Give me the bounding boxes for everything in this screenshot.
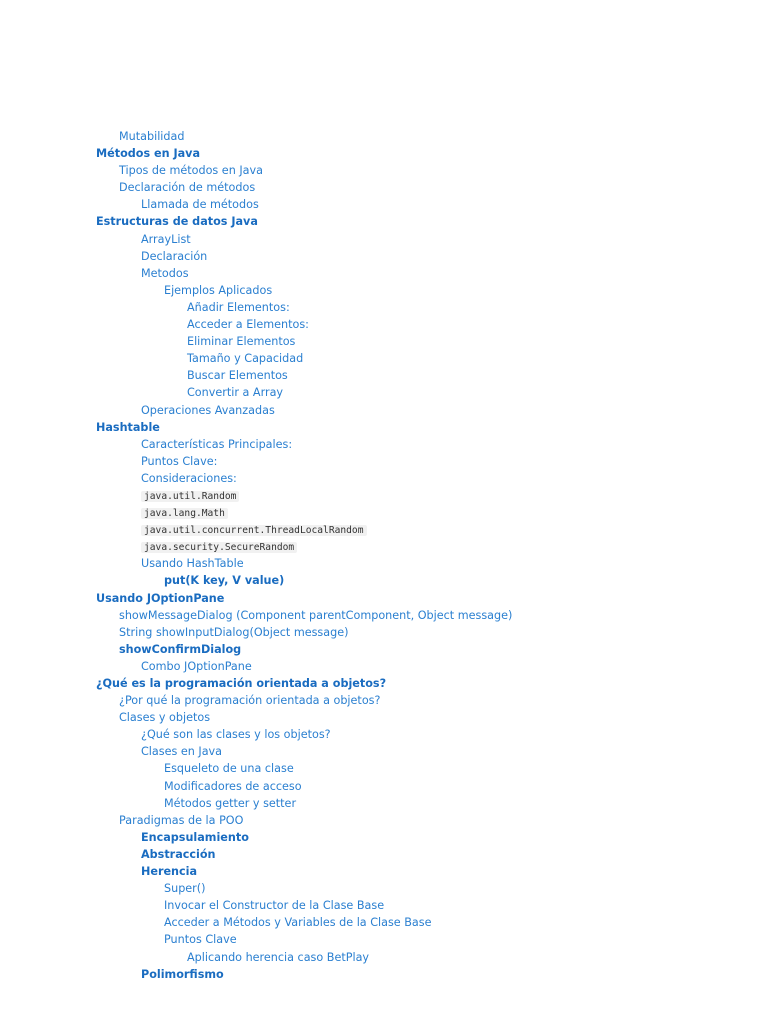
toc-link-label: Paradigmas de la POO: [119, 813, 244, 827]
toc-link[interactable]: [0, 624, 768, 641]
toc-link-label: ArrayList: [141, 232, 191, 246]
toc-link[interactable]: [0, 931, 768, 948]
toc-link-label: Declaración de métodos: [119, 181, 256, 195]
toc-link[interactable]: [0, 265, 768, 282]
toc-link[interactable]: [0, 607, 768, 624]
toc-link[interactable]: [0, 162, 768, 179]
toc-section-link[interactable]: [0, 145, 768, 162]
toc-link[interactable]: [0, 196, 768, 213]
toc-link-code-label: java.util.Random: [141, 491, 239, 502]
toc-link-label: String showInputDialog(Object message): [119, 625, 349, 639]
toc-link[interactable]: [0, 282, 768, 299]
toc-link-label: Tamaño y Capacidad: [187, 352, 304, 366]
toc-link[interactable]: [0, 709, 768, 726]
toc-link-label: Métodos en Java: [96, 147, 201, 161]
toc-link-label: Añadir Elementos:: [187, 300, 290, 314]
toc-link-label: Características Principales:: [141, 437, 293, 451]
toc-link[interactable]: [0, 350, 768, 367]
toc-link[interactable]: [0, 555, 768, 572]
toc-link[interactable]: [0, 316, 768, 333]
toc-link-label: Ejemplos Aplicados: [164, 283, 273, 297]
toc-link-label: Operaciones Avanzadas: [141, 403, 275, 417]
toc-link-label: Herencia: [141, 865, 198, 879]
toc-link[interactable]: [0, 453, 768, 470]
toc-link[interactable]: [0, 863, 768, 880]
toc-link-code-label: java.lang.Math: [141, 508, 228, 519]
toc-link[interactable]: [0, 692, 768, 709]
toc-link[interactable]: [0, 402, 768, 419]
toc-link-label: Acceder a Métodos y Variables de la Clase Base: [164, 916, 432, 930]
toc-link-code-label: java.util.concurrent.ThreadLocalRandom: [141, 525, 367, 536]
toc-link-label: Aplicando herencia caso BetPlay: [187, 950, 370, 964]
toc-link[interactable]: [0, 897, 768, 914]
toc-link[interactable]: [0, 521, 768, 538]
toc-link-label: ¿Qué es la programación orientada a objetos?: [96, 677, 387, 690]
toc-link-label: Consideraciones:: [141, 471, 237, 485]
toc-link[interactable]: [0, 743, 768, 760]
toc-link[interactable]: [0, 572, 768, 589]
toc-link[interactable]: [0, 538, 768, 555]
toc-link-label: showMessageDialog (Component parentComponent, Object message): [119, 608, 513, 622]
toc-link-label: showConfirmDialog: [119, 642, 242, 656]
toc-link-label: Tipos de métodos en Java: [119, 164, 263, 178]
toc-link-label: Convertir a Array: [187, 386, 284, 400]
toc-link-label: Puntos Clave:: [141, 454, 218, 468]
toc-link[interactable]: [0, 128, 768, 145]
toc-link-label: Modificadores de acceso: [164, 779, 302, 793]
toc-link[interactable]: [0, 248, 768, 265]
toc-link-label: Acceder a Elementos:: [187, 318, 309, 332]
toc-link[interactable]: [0, 658, 768, 675]
toc-link[interactable]: [0, 367, 768, 384]
toc-link-label: Buscar Elementos: [187, 369, 288, 383]
toc-link-label: ¿Qué son las clases y los objetos?: [141, 728, 331, 742]
toc-link-label: Polimorfismo: [141, 967, 224, 981]
toc-link-label: Usando HashTable: [141, 557, 244, 571]
toc-section-link[interactable]: [0, 213, 768, 230]
toc-link[interactable]: [0, 949, 768, 966]
toc-link-label: Declaración: [141, 249, 208, 263]
toc-link[interactable]: [0, 880, 768, 897]
toc-link[interactable]: [0, 726, 768, 743]
toc-link[interactable]: [0, 829, 768, 846]
toc-link-label: Encapsulamiento: [141, 830, 249, 844]
toc-link-label: ¿Por qué la programación orientada a objetos?: [119, 694, 381, 708]
toc-link[interactable]: [0, 487, 768, 504]
toc-link-label: Estructuras de datos Java: [96, 215, 258, 229]
toc-link[interactable]: [0, 812, 768, 829]
toc-link-label: Puntos Clave: [164, 933, 237, 947]
table-of-contents: [0, 128, 768, 983]
toc-section-link[interactable]: [0, 675, 768, 692]
toc-link[interactable]: [0, 795, 768, 812]
toc-link-label: put(K key, V value): [164, 574, 285, 588]
toc-link-label: Clases en Java: [141, 745, 223, 759]
toc-link[interactable]: [0, 470, 768, 487]
toc-link[interactable]: [0, 384, 768, 401]
toc-link[interactable]: [0, 760, 768, 777]
toc-link-label: Eliminar Elementos: [187, 335, 296, 349]
toc-link-label: Hashtable: [96, 420, 160, 434]
toc-link[interactable]: [0, 504, 768, 521]
toc-link-label: Metodos: [141, 266, 189, 280]
toc-link[interactable]: [0, 914, 768, 931]
toc-link[interactable]: [0, 846, 768, 863]
toc-link[interactable]: [0, 299, 768, 316]
toc-section-link[interactable]: [0, 590, 768, 607]
toc-link[interactable]: [0, 778, 768, 795]
toc-section-link[interactable]: [0, 419, 768, 436]
toc-link-label: Clases y objetos: [119, 711, 211, 725]
toc-link[interactable]: [0, 231, 768, 248]
toc-link[interactable]: [0, 966, 768, 983]
toc-link-label: Usando JOptionPane: [96, 591, 225, 605]
toc-link-label: Esqueleto de una clase: [164, 762, 294, 776]
toc-link-label: Métodos getter y setter: [164, 796, 297, 810]
toc-link[interactable]: [0, 436, 768, 453]
toc-link[interactable]: [0, 179, 768, 196]
toc-link-label: Invocar el Constructor de la Clase Base: [164, 899, 385, 913]
toc-link[interactable]: [0, 641, 768, 658]
toc-link-label: Abstracción: [141, 847, 216, 861]
toc-link[interactable]: [0, 333, 768, 350]
toc-link-label: Super(): [164, 882, 206, 896]
toc-link-code-label: java.security.SecureRandom: [141, 542, 297, 553]
toc-link-label: Mutabilidad: [119, 130, 185, 143]
toc-link-label: Llamada de métodos: [141, 198, 259, 212]
toc-link-label: Combo JOptionPane: [141, 659, 252, 673]
